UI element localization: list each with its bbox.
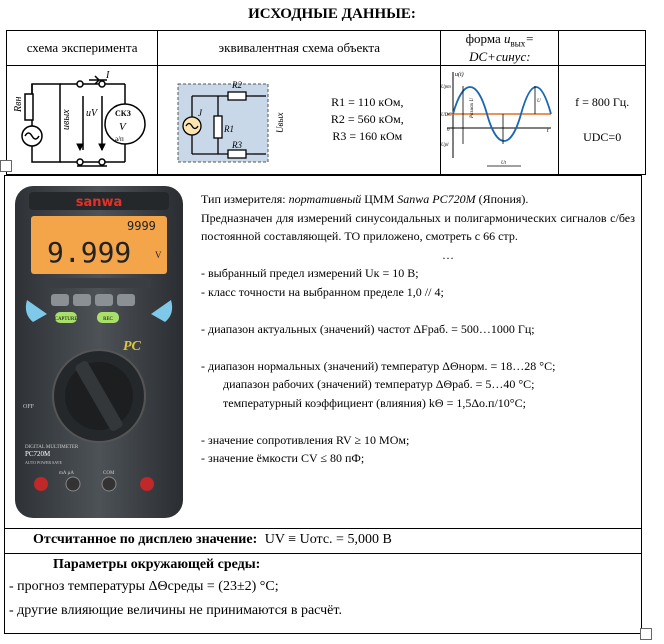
page-title: ИСХОДНЫЕ ДАННЫЕ:: [248, 6, 416, 22]
corner-handle: [0, 160, 12, 172]
corner-handle-bottom: [640, 628, 652, 640]
model-sub-label: DIGITAL MULTIMETER: [25, 445, 79, 450]
v-label: V: [119, 120, 126, 133]
experiment-scheme-diagram: [7, 66, 156, 170]
ap-label: a/п: [115, 134, 124, 143]
udc-label: UDC: [441, 112, 452, 118]
r3-label: R3: [232, 139, 243, 150]
spec-frequency-range: - диапазон актуальных (значений) частот ΔFраб. = 500…1000 Гц;: [201, 321, 535, 336]
waveform-cell: [441, 65, 559, 174]
com-label: COM: [103, 471, 115, 476]
pc-logo: PC: [123, 339, 141, 354]
r2-label: R2: [232, 79, 243, 90]
r3-value: R3 = 160 кОм: [332, 129, 403, 144]
spec-range-limit: - выбранный предел измерений Uк = 10 В;: [201, 266, 419, 280]
reading-formula: UV ≡ Uотс. = 5,000 В: [264, 532, 392, 547]
uvyh-output-label: Uвых: [275, 112, 286, 133]
wave-u-label: u(t): [455, 71, 465, 78]
env-other: - другие влияющие величины не принимаются в расчёт.: [9, 603, 342, 618]
uvyh-label: uвых: [61, 109, 72, 130]
spec-temp-coefficient: температурный коэффициент (влияния) kΘ = 1,5Δо.п/10°C;: [223, 395, 526, 410]
equivalent-scheme-cell: [158, 65, 295, 174]
meter-button-2: [73, 294, 91, 306]
r1-value: R1 = 110 кОм,: [331, 95, 404, 110]
header-blank: [559, 31, 646, 66]
header-waveform: форма $u_{вых}=$ DC+синус:: [441, 31, 559, 66]
resistor-values-cell: [294, 65, 441, 174]
small-digits: 9999: [127, 219, 156, 233]
meter-button-4: [117, 294, 135, 306]
instrument-purpose: Предназначен для измерений синусоидальных и полигармонических сигналов с/без постоянной составляющей. ТО приложено, смотреть с 66 стр.: [201, 210, 635, 243]
equivalent-scheme-diagram: [158, 66, 293, 170]
multimeter-photo: [7, 178, 191, 524]
spec-spacer: [201, 338, 635, 357]
model-label: PC720M: [25, 450, 51, 458]
header-experiment-scheme: схема эксперимента: [7, 31, 158, 66]
r1-label: R1: [224, 123, 235, 134]
range-unit: V: [155, 250, 162, 260]
r2-value: R2 = 560 кОм,: [330, 112, 404, 127]
instrument-description: [201, 190, 635, 468]
spec-accuracy-class: - класс точности на выбранном пределе 1,0 // 4;: [201, 284, 444, 299]
t-label: t: [547, 127, 550, 134]
experiment-scheme-cell: [7, 65, 158, 174]
spec-spacer: [201, 412, 635, 431]
spec-working-temperature: диапазон рабочих (значений) температур ΔΘраб. = 5…40 °C;: [223, 377, 535, 391]
current-label: I: [106, 69, 110, 81]
ut-label: Ut: [501, 160, 507, 166]
env-title: Параметры окружающей среды:: [53, 557, 261, 572]
environment-params: [4, 553, 642, 634]
j-label: J: [198, 107, 203, 118]
reading-label: Отсчитанное по дисплею значение:: [33, 532, 258, 547]
razmah-label: Размах U: [470, 97, 476, 118]
instrument-type: Тип измерителя: портативный ЦММ Sanwa PC720M (Япония).: [201, 192, 529, 206]
brand-logo: sanwa: [75, 195, 123, 210]
instrument-description-box: [4, 175, 642, 529]
main-digits: 9.999: [47, 236, 132, 269]
spec-capacitance: - значение ёмкости CV ≤ 80 пФ;: [201, 451, 365, 465]
rvn-label: Rвн: [13, 96, 24, 112]
wave-u-amp-label: U: [537, 98, 541, 104]
frequency-value: f = 800 Гц.: [575, 94, 630, 109]
rec-label: REC: [103, 317, 113, 322]
display-reading-row: [4, 527, 642, 554]
capture-label: CAPTURE: [54, 317, 78, 322]
udc-value: UDC=0: [583, 129, 622, 144]
header-equivalent-scheme: эквивалентная схема объекта: [158, 31, 441, 66]
ma-label: mA µA: [59, 471, 74, 476]
off-label: OFF: [23, 404, 35, 410]
ellipsis: …: [442, 247, 454, 262]
meter-button-1: [51, 294, 69, 306]
env-temperature: - прогноз температуры ΔΘсреды = (23±2) °C;: [9, 579, 279, 594]
spec-normal-temperature: - диапазон нормальных (значений) температур ΔΘнорм. = 18…28 °C;: [201, 358, 556, 373]
zero-label: 0: [447, 127, 450, 133]
skz-label: СКЗ: [115, 108, 131, 118]
upm-label: Upm: [441, 84, 452, 90]
meter-button-3: [95, 294, 113, 306]
spec-resistance: - значение сопротивления RV ≥ 10 МОм;: [201, 432, 410, 447]
source-data-table: [6, 30, 646, 175]
waveform-diagram: [441, 66, 557, 170]
upl-label: Upl: [441, 142, 449, 148]
uv-label: uV: [86, 107, 98, 119]
auto-save-label: AUTO POWER SAVE: [25, 460, 62, 465]
spec-spacer: [201, 301, 635, 320]
freq-cell: [559, 65, 646, 174]
